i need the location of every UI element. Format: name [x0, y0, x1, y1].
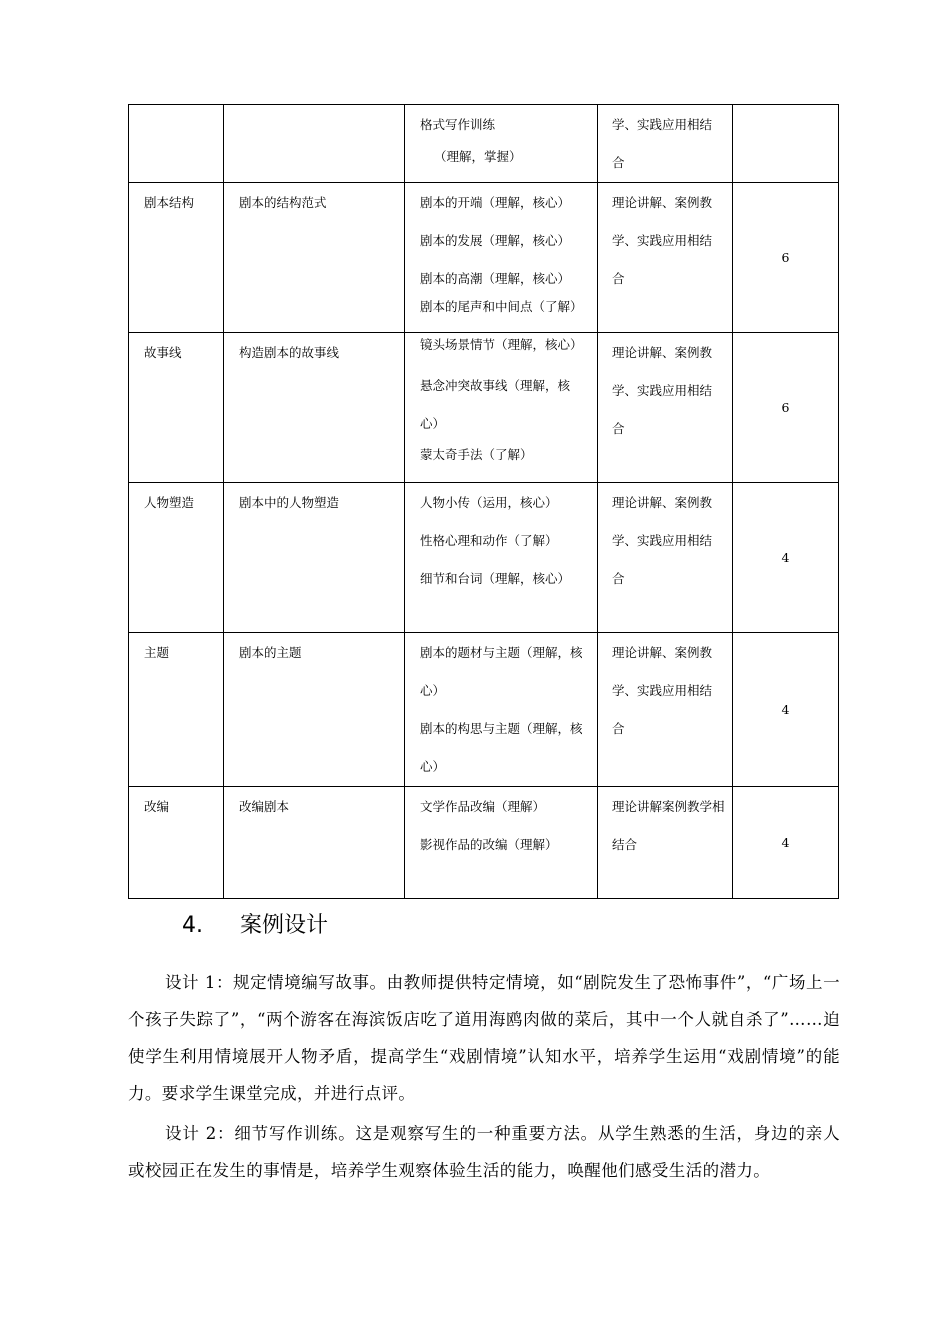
method-cell: 学、实践应用相结合: [598, 105, 733, 183]
table-row: [129, 633, 839, 787]
method-cell: 理论讲解、案例教学、实践应用相结合: [598, 483, 733, 633]
unit-cell: [129, 105, 224, 183]
topic-line: 剧本的题材与主题（理解，核心）: [420, 645, 583, 698]
unit-cell: 主题: [129, 633, 224, 787]
method-cell: 理论讲解案例教学相结合: [598, 787, 733, 899]
method-cell: 理论讲解、案例教学、实践应用相结合: [598, 633, 733, 787]
topic-line: 细节和台词（理解，核心）: [420, 571, 571, 586]
hours-cell: 6: [733, 183, 839, 333]
method-cell: 理论讲解、案例教学、实践应用相结合: [598, 183, 733, 333]
topic-line: 文学作品改编（理解）: [420, 799, 546, 814]
topic-line: 剧本的构思与主题（理解，核心）: [420, 721, 583, 774]
paragraph-design-1: 设计 1：规定情境编写故事。由教师提供特定情境，如“剧院发生了恐怖事件”，“广场上一个孩子失踪了”，“两个游客在海滨饭店吃了道用海鸥肉做的菜后，其中一个人就自杀了”……迫使学生利用情境展开人物矛盾，提高学生“戏剧情境”认知水平，培养学生运用“戏剧情境”的能力。要求学生课堂完成，并进行点评。: [128, 973, 840, 1103]
topic-line: （理解，掌握）: [434, 149, 522, 164]
content-cell: 改编剧本: [224, 787, 405, 899]
table-row: [129, 333, 839, 483]
table-row: [129, 787, 839, 899]
content-cell: 剧本中的人物塑造: [224, 483, 405, 633]
topic-line: 影视作品的改编（理解）: [420, 837, 558, 852]
hours-cell: 6: [733, 333, 839, 483]
course-table-container: [128, 104, 838, 899]
section-number: 4.: [182, 913, 203, 938]
topic-line: 蒙太奇手法（了解）: [420, 447, 533, 462]
hours-cell: [733, 105, 839, 183]
table-row: [129, 183, 839, 333]
topics-cell: [405, 105, 598, 183]
section-heading: [182, 908, 328, 939]
topic-line: 镜头场景情节（理解，核心）: [420, 337, 583, 352]
hours-cell: 4: [733, 483, 839, 633]
topics-cell: [405, 183, 598, 333]
topic-line: 悬念冲突故事线（理解，核心）: [420, 378, 571, 431]
content-cell: 构造剧本的故事线: [224, 333, 405, 483]
section-title: 案例设计: [240, 913, 329, 938]
content-cell: 剧本的主题: [224, 633, 405, 787]
topics-cell: [405, 333, 598, 483]
hours-cell: 4: [733, 787, 839, 899]
topic-line: 性格心理和动作（了解）: [420, 533, 558, 548]
topics-cell: [405, 787, 598, 899]
unit-cell: 人物塑造: [129, 483, 224, 633]
course-table: [128, 104, 839, 899]
paragraph-design-2: 设计 2：细节写作训练。这是观察写生的一种重要方法。从学生熟悉的生活，身边的亲人或校园正在发生的事情是，培养学生观察体验生活的能力，唤醒他们感受生活的潜力。: [128, 1124, 840, 1180]
topics-cell: [405, 483, 598, 633]
hours-cell: 4: [733, 633, 839, 787]
unit-cell: 剧本结构: [129, 183, 224, 333]
content-cell: 剧本的结构范式: [224, 183, 405, 333]
topic-line: 剧本的高潮（理解，核心）: [420, 271, 571, 286]
content-cell: [224, 105, 405, 183]
method-cell: 理论讲解、案例教学、实践应用相结合: [598, 333, 733, 483]
unit-cell: 故事线: [129, 333, 224, 483]
topic-line: 格式写作训练: [420, 117, 496, 132]
topic-line: 剧本的开端（理解，核心）: [420, 195, 571, 210]
table-row: [129, 483, 839, 633]
table-row: [129, 105, 839, 183]
topics-cell: [405, 633, 598, 787]
unit-cell: 改编: [129, 787, 224, 899]
topic-line: 剧本的发展（理解，核心）: [420, 233, 571, 248]
topic-line: 人物小传（运用，核心）: [420, 495, 558, 510]
topic-line: 剧本的尾声和中间点（了解）: [420, 299, 583, 314]
